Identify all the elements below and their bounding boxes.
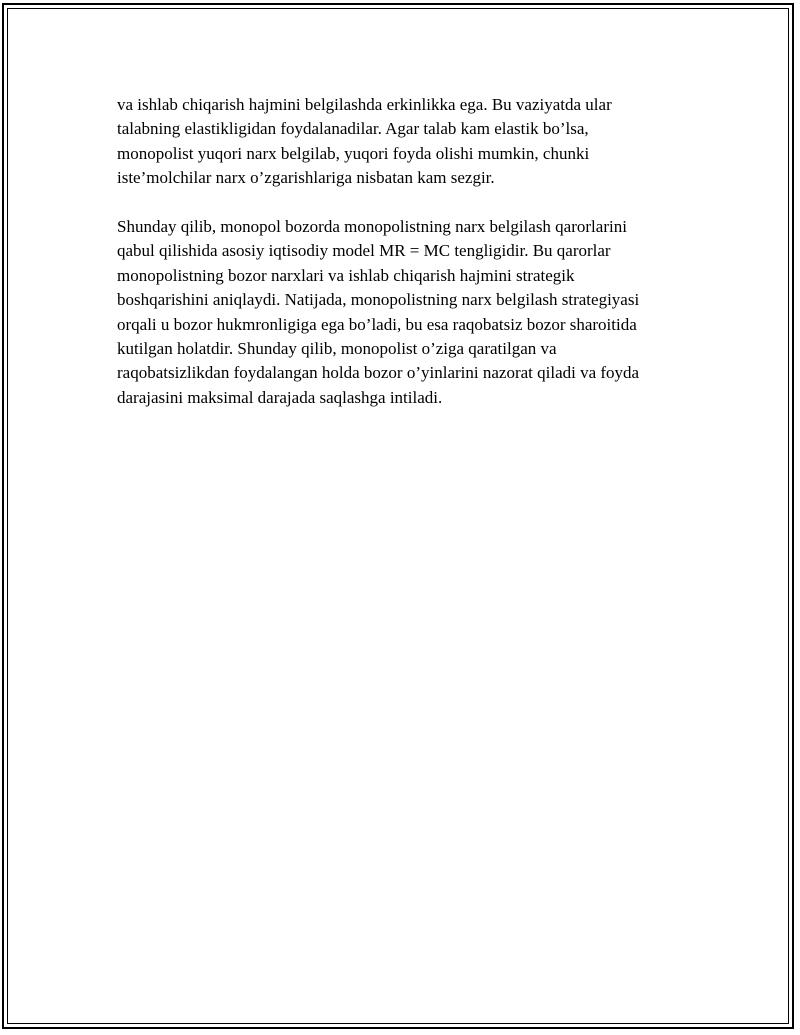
- text-line: qabul qilishida asosiy iqtisodiy model MR = MC tengligidir. Bu qarorlar: [117, 241, 611, 261]
- text-line: Shunday qilib, monopol bozorda monopolistning narx belgilash qarorlarini: [117, 217, 627, 237]
- text-line: talabning elastikligidan foydalanadilar. Agar talab kam elastik bo’lsa,: [117, 119, 589, 139]
- text-line: monopolist yuqori narx belgilab, yuqori foyda olishi mumkin, chunki: [117, 143, 590, 163]
- text-line: orqali u bozor hukmronligiga ega bo’ladi, bu esa raqobatsiz bozor sharoitida: [117, 314, 637, 334]
- text-line: va ishlab chiqarish hajmini belgilashda erkinlikka ega. Bu vaziyatda ular: [117, 95, 612, 114]
- paragraph: [117, 215, 707, 410]
- paragraph-spacer: [117, 191, 707, 215]
- paragraph: [117, 93, 707, 191]
- text-line: monopolistning bozor narxlari va ishlab chiqarish hajmini strategik: [117, 265, 575, 285]
- text-line: kutilgan holatdir. Shunday qilib, monopolist o’ziga qaratilgan va: [117, 339, 557, 359]
- text-line: darajasini maksimal darajada saqlashga intiladi.: [117, 387, 443, 407]
- document-body: [117, 93, 707, 410]
- text-line: raqobatsizlikdan foydalangan holda bozor o’yinlarini nazorat qiladi va foyda: [117, 363, 640, 383]
- text-line: iste’molchilar narx o’zgarishlariga nisbatan kam sezgir.: [117, 168, 495, 188]
- text-line: boshqarishini aniqlaydi. Natijada, monopolistning narx belgilash strategiyasi: [117, 290, 640, 310]
